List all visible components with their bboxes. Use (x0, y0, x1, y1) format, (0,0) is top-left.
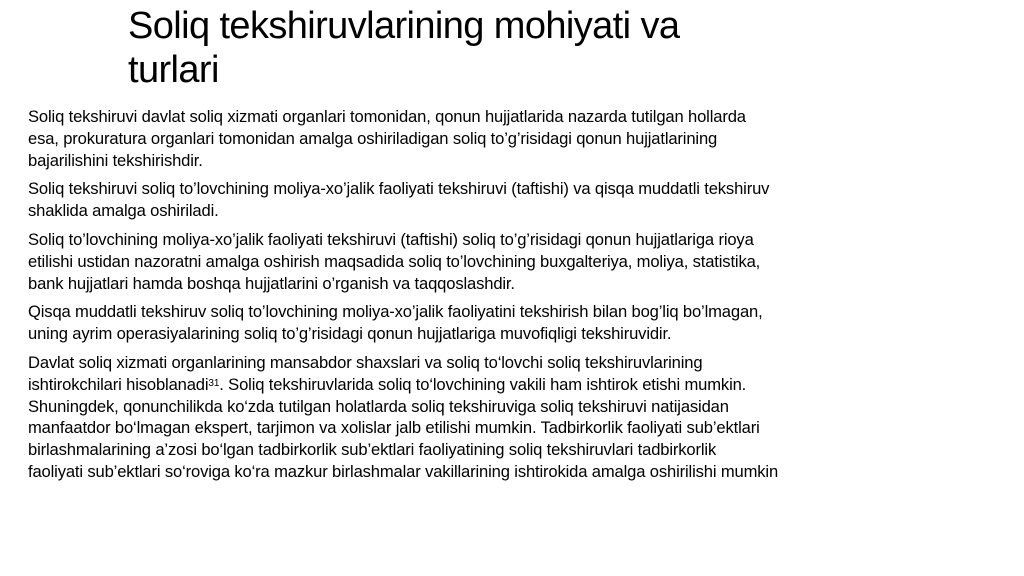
text-line: Soliq to’lovchining moliya-xo’jalik faoliyati tekshiruvi (taftishi) soliq to’g’risidagi qonun hujjatlariga rioya (28, 229, 754, 249)
text-segment: . Soliq tekshiruvlarida soliq to‘lovchining vakili ham ishtirok etishi mumkin. (219, 374, 747, 394)
text-line: esa, prokuratura organlari tomonidan amalga oshiriladigan soliq to’g’risidagi qonun hujjatlarining (28, 128, 718, 148)
text-line: Soliq tekshiruvi davlat soliq xizmati organlari tomonidan, qonun hujjatlarida nazarda tutilgan hollarda (28, 107, 746, 126)
text-line: Shuningdek, qonunchilikda ko‘zda tutilgan holatlarda soliq tekshiruviga soliq tekshiruvi natijasidan (28, 396, 729, 416)
text-line: shaklida amalga oshiriladi. (28, 201, 219, 221)
paragraph-participants (28, 352, 1008, 483)
text-segment: ishtirokchilari hisoblanadi (28, 374, 209, 394)
slide-title (128, 4, 808, 92)
text-line-with-footnote (28, 374, 1008, 396)
text-line: Qisqa muddatli tekshiruv soliq to’lovchining moliya-xo’jalik faoliyatini tekshirish bilan bog’liq bo’lmagan, (28, 302, 763, 322)
slide-title-line-2: turlari (128, 49, 219, 91)
paragraph-short-inspection (28, 301, 1008, 345)
footnote-reference: 31 (208, 377, 220, 389)
paragraph-forms (28, 178, 1008, 222)
slide-title-line-1: Soliq tekshiruvlarining mohiyati va (128, 5, 680, 47)
text-line: Davlat soliq xizmati organlarining mansabdor shaxslari va soliq to‘lovchi soliq tekshiruvlarining (28, 352, 703, 372)
text-line: bank hujjatlari hamda boshqa hujjatlarini o’rganish va taqqoslashdir. (28, 273, 515, 293)
text-line: etilishi ustidan nazoratni amalga oshirish maqsadida soliq to’lovchining buxgalteriya, moliya, statistika, (28, 251, 761, 271)
text-line: Soliq tekshiruvi soliq to’lovchining moliya-xo’jalik faoliyati tekshiruvi (taftishi) va qisqa muddatli tekshiruv (28, 179, 770, 199)
text-line: birlashmalarining a’zosi bo‘lgan tadbirkorlik sub’ektlari faoliyatining soliq tekshiruvlari tadbirkorlik (28, 440, 717, 460)
text-line: uning ayrim operasiyalarining soliq to’g’risidagi qonun hujjatlariga muvofiqligi tekshiruvidir. (28, 324, 672, 344)
paragraph-audit (28, 229, 1008, 294)
text-line: bajarilishini tekshirishdir. (28, 150, 203, 170)
paragraph-definition (28, 106, 1008, 171)
text-line: faoliyati sub’ektlari so‘roviga ko‘ra mazkur birlashmalar vakillarining ishtirokida amalga oshirilishi mumkin (28, 461, 779, 481)
slide-body (28, 106, 1008, 490)
text-line: manfaatdor bo‘lmagan ekspert, tarjimon va xolislar jalb etilishi mumkin. Tadbirkorlik faoliyati sub’ektlari (28, 418, 760, 438)
